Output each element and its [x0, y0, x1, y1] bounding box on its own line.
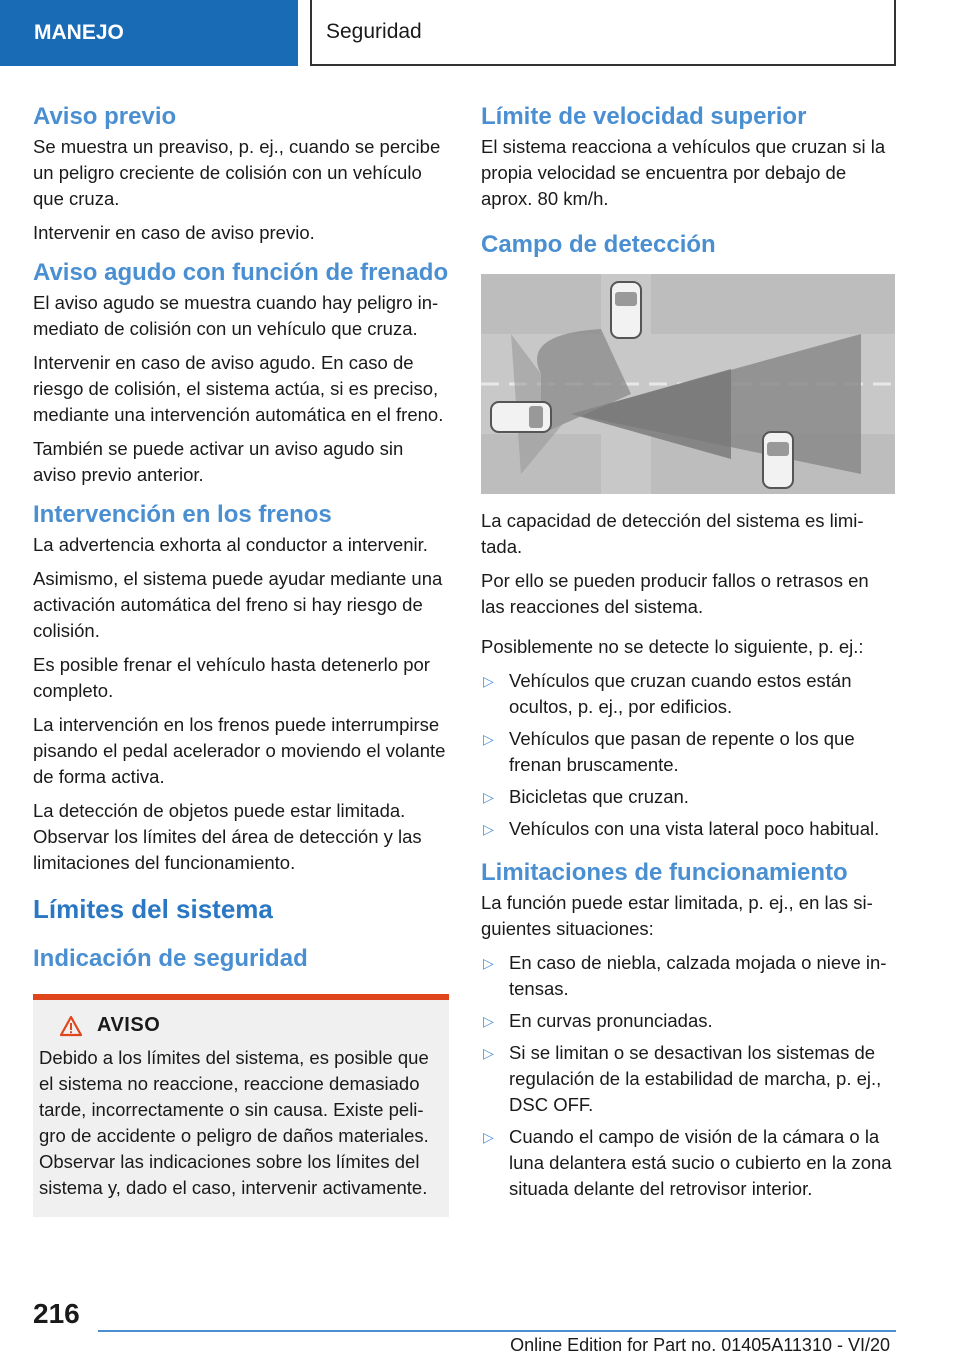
list-item — [481, 816, 895, 842]
heading-aviso-agudo: Aviso agudo con función de frenado — [33, 259, 449, 286]
paragraph: Posiblemente no se detecte lo siguiente, p. ej.: — [481, 636, 864, 657]
section-aviso-agudo — [33, 256, 449, 488]
header-title-box — [310, 0, 896, 66]
triangle-bullet-icon: ▷ — [483, 1013, 494, 1029]
paragraph: El sistema reacciona a vehículos que cruzan si la propia velocidad se encuentra por debajo de aprox. 80 km/h. — [481, 136, 886, 209]
paragraph: El aviso agudo se muestra cuando hay peligro inmediato de colisión con un vehículo que cruza. — [33, 292, 439, 339]
warning-box — [33, 994, 449, 1217]
paragraph: La capacidad de detección del sistema es limitada. — [481, 510, 864, 557]
triangle-bullet-icon: ▷ — [483, 673, 494, 689]
limitations-list — [481, 950, 895, 1202]
paragraph: La intervención en los frenos puede interrumpirse pisando el pedal acelerador o moviendo el volante de forma activa. — [33, 714, 446, 787]
triangle-bullet-icon: ▷ — [483, 821, 494, 837]
heading-limites-sistema: Límites del sistema — [33, 894, 273, 924]
right-column — [481, 100, 895, 1212]
heading-limite-velocidad: Límite de velocidad superior — [481, 103, 807, 130]
header-section-tab — [0, 0, 298, 66]
detection-field-diagram — [481, 274, 895, 494]
paragraph: Asimismo, el sistema puede ayudar mediante una activación automática del freno si hay riesgo de colisión. — [33, 568, 443, 641]
paragraph: La advertencia exhorta al conductor a intervenir. — [33, 534, 428, 555]
section-limitaciones — [481, 856, 895, 1202]
heading-intervencion: Intervención en los frenos — [33, 501, 332, 528]
warning-triangle-icon — [59, 1015, 83, 1037]
list-item-text: Si se limitan o se desactivan los sistemas de regulación de la estabilidad de marcha, p. ej., DSC OFF. — [509, 1042, 882, 1115]
heading-aviso-previo: Aviso previo — [33, 103, 177, 130]
warning-text: Debido a los límites del sistema, es posible que el sistema no reaccione, reaccione demasiado tarde, incorrectamente o sin causa. Existe peligro de accidente o peligro de daños materiales. Observar las indicaciones sobre los límites del sistema y, dado el caso, intervenir activamente. — [39, 1047, 429, 1198]
triangle-bullet-icon: ▷ — [483, 1129, 494, 1145]
footer-edition: Online Edition for Part no. 01405A11310 - VI/20 — [510, 1335, 890, 1355]
paragraph: También se puede activar un aviso agudo sin aviso previo anterior. — [33, 438, 404, 485]
list-item-text: En curvas pronunciadas. — [509, 1010, 713, 1031]
footer-divider — [98, 1330, 896, 1332]
warning-title: AVISO — [97, 1014, 161, 1036]
list-item — [481, 1124, 895, 1202]
triangle-bullet-icon: ▷ — [483, 955, 494, 971]
list-item — [481, 726, 895, 778]
triangle-bullet-icon: ▷ — [483, 731, 494, 747]
section-limite-velocidad — [481, 100, 895, 212]
list-item — [481, 1008, 895, 1034]
list-item — [481, 950, 895, 1002]
warning-title-row — [39, 1014, 441, 1037]
list-item-text: Cuando el campo de visión de la cámara o la luna delantera está sucio o cubierto en la zona situada delante del retrovisor interior. — [509, 1126, 892, 1199]
paragraph: Se muestra un preaviso, p. ej., cuando se percibe un peligro creciente de colisión con un vehículo que cruza. — [33, 136, 441, 209]
paragraph: Intervenir en caso de aviso agudo. En caso de riesgo de colisión, el sistema actúa, si es preciso, mediante una intervención automática en el freno. — [33, 352, 444, 425]
page-number: 216 — [33, 1298, 80, 1329]
car-top-icon — [611, 282, 641, 338]
paragraph: Intervenir en caso de aviso previo. — [33, 222, 315, 243]
list-item-text: En caso de niebla, calzada mojada o nieve intensas. — [509, 952, 887, 999]
header-section-label: MANEJO — [34, 21, 124, 44]
paragraph: Por ello se pueden producir fallos o retrasos en las reacciones del sistema. — [481, 570, 869, 617]
list-item-text: Bicicletas que cruzan. — [509, 786, 689, 807]
triangle-bullet-icon: ▷ — [483, 789, 494, 805]
list-item-text: Vehículos con una vista lateral poco habitual. — [509, 818, 880, 839]
list-item-text: Vehículos que cruzan cuando estos están ocultos, p. ej., por edificios. — [509, 670, 852, 717]
heading-campo-deteccion: Campo de detección — [481, 231, 716, 258]
list-item — [481, 784, 895, 810]
section-intervencion — [33, 498, 449, 876]
list-item — [481, 1040, 895, 1118]
paragraph: La detección de objetos puede estar limitada. Observar los límites del área de detección y las limitaciones del funcionamiento. — [33, 800, 422, 873]
section-campo-deteccion — [481, 228, 895, 842]
section-aviso-previo — [33, 100, 449, 246]
left-column — [33, 100, 449, 1217]
list-item — [481, 668, 895, 720]
car-left-icon — [491, 402, 551, 432]
header-title: Seguridad — [326, 20, 422, 43]
heading-indicacion-seguridad: Indicación de seguridad — [33, 945, 308, 972]
paragraph: Es posible frenar el vehículo hasta detenerlo por completo. — [33, 654, 430, 701]
heading-limitaciones: Limitaciones de funcionamiento — [481, 859, 848, 886]
triangle-bullet-icon: ▷ — [483, 1045, 494, 1061]
car-bottom-icon — [763, 432, 793, 488]
paragraph: La función puede estar limitada, p. ej., en las siguientes situaciones: — [481, 892, 873, 939]
undetected-list — [481, 668, 895, 842]
list-item-text: Vehículos que pasan de repente o los que frenan bruscamente. — [509, 728, 855, 775]
